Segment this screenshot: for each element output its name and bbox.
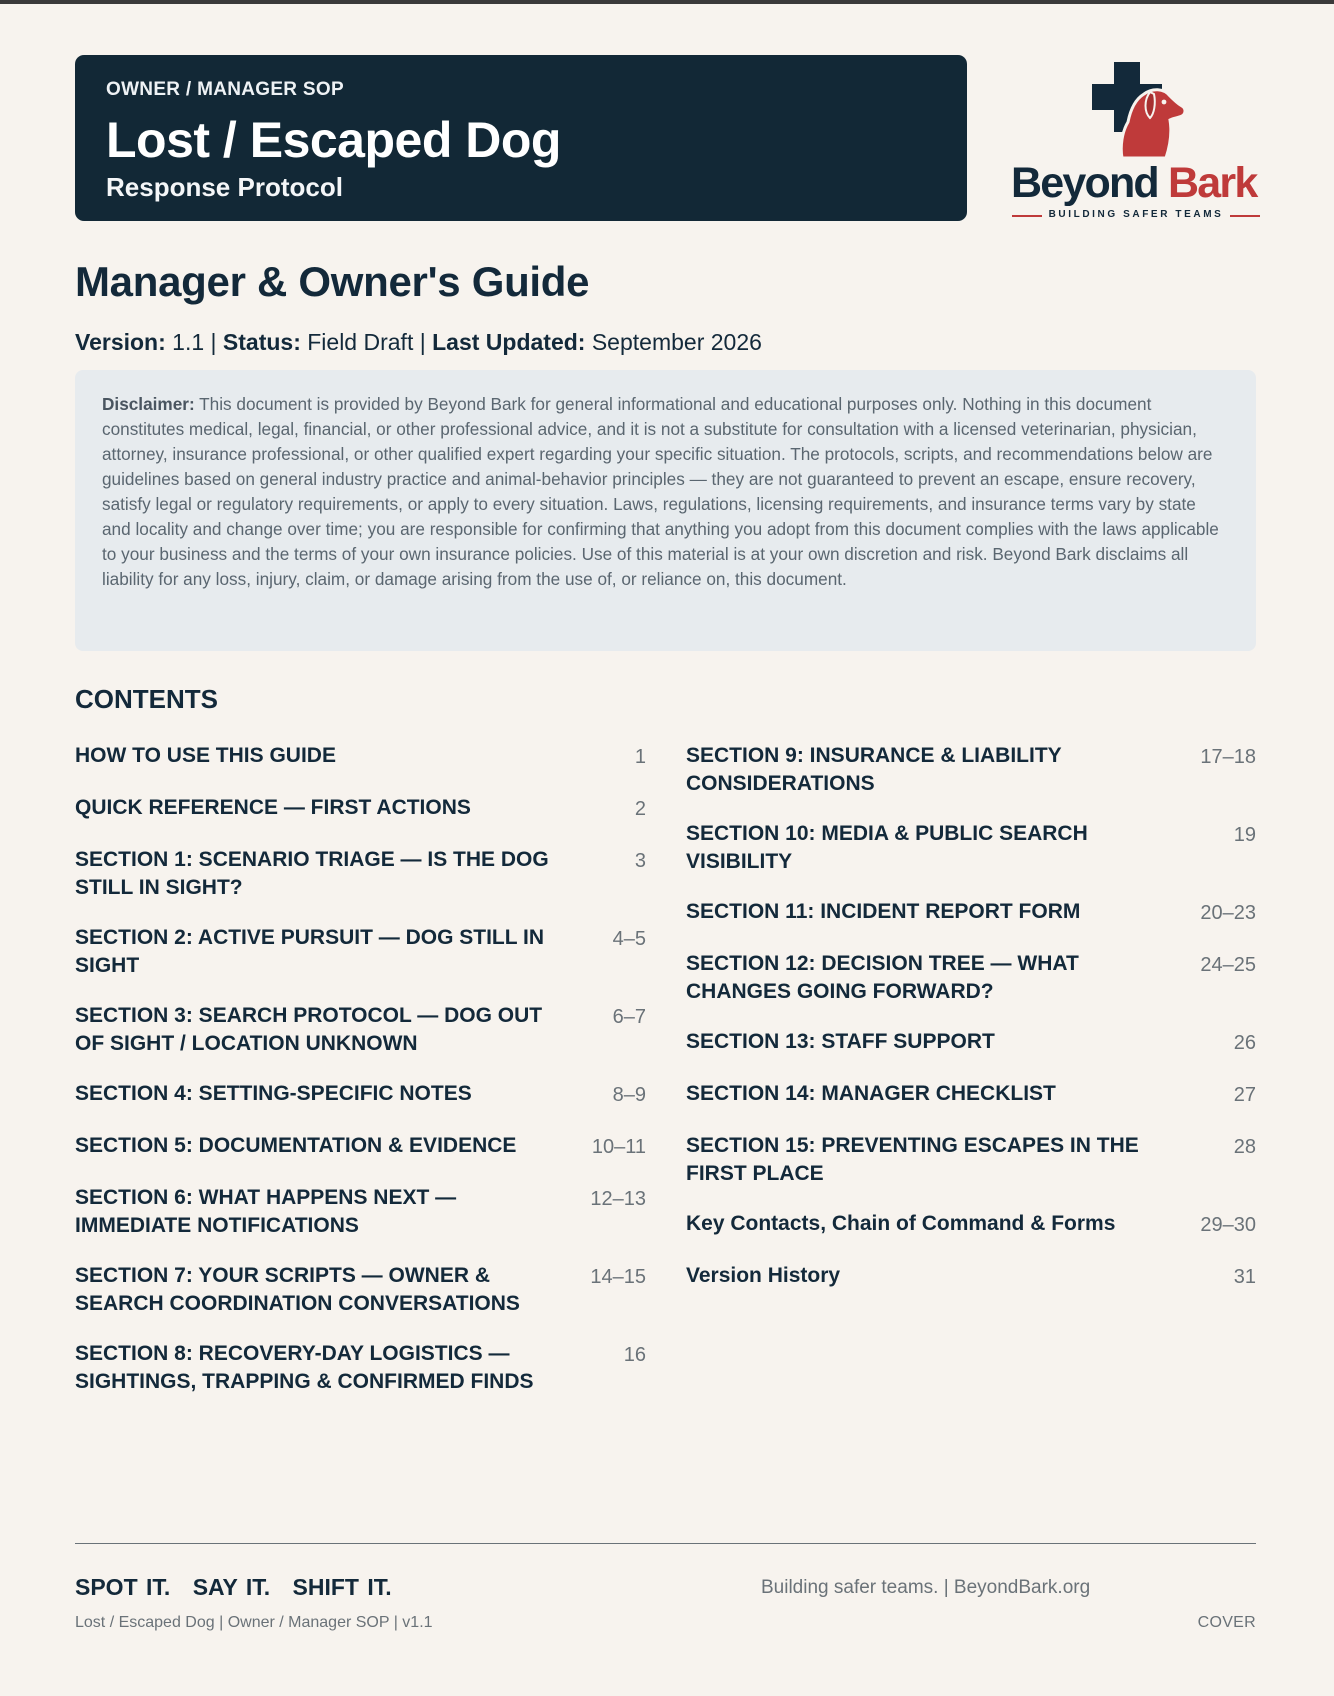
document-title: Lost / Escaped Dog xyxy=(106,112,561,168)
toc-entry-page: 3 xyxy=(634,850,646,872)
toc-entry[interactable] xyxy=(686,1210,1256,1240)
toc-entry-page: 4–5 xyxy=(612,928,646,950)
toc-left-column xyxy=(75,742,646,1418)
toc-entry-page: 26 xyxy=(1233,1032,1256,1054)
toc-entry-page: 28 xyxy=(1233,1136,1256,1158)
toc-entry-page: 1 xyxy=(634,746,646,768)
toc-entry-title: HOW TO USE THIS GUIDE xyxy=(75,744,336,767)
document-subtitle: Response Protocol xyxy=(106,172,343,202)
toc-entry-title: SECTION 15: PREVENTING ESCAPES IN THE FIRST PLACE xyxy=(686,1134,1139,1185)
toc-entry-page: 17–18 xyxy=(1200,746,1256,768)
toc-entry[interactable] xyxy=(75,794,646,824)
meta-separator: | xyxy=(419,329,426,355)
contents-heading: CONTENTS xyxy=(75,684,218,714)
toc-entry[interactable] xyxy=(686,950,1256,1006)
toc-entry-page: 31 xyxy=(1233,1266,1256,1288)
toc-entry[interactable] xyxy=(75,924,646,980)
logo-wordmark xyxy=(1011,159,1257,207)
guide-title: Manager & Owner's Guide xyxy=(75,258,590,305)
toc-entry-page: 12–13 xyxy=(590,1188,646,1210)
toc-entry-title: SECTION 10: MEDIA & PUBLIC SEARCH VISIBILITY xyxy=(686,822,1088,873)
beyond-bark-logo xyxy=(1008,62,1258,222)
version-meta-line xyxy=(75,329,762,356)
toc-entry-title: Version History xyxy=(686,1264,841,1287)
status-value: Field Draft xyxy=(307,329,414,355)
toc-entry[interactable] xyxy=(75,742,646,772)
toc-entry-title: SECTION 6: WHAT HAPPENS NEXT — IMMEDIATE NOTIFICATIONS xyxy=(75,1186,457,1237)
logo-tagline: BUILDING SAFER TEAMS xyxy=(1048,209,1224,220)
toc-entry-page: 10–11 xyxy=(591,1136,646,1158)
status-label: Status: xyxy=(222,329,301,355)
version-label: Version: xyxy=(75,329,166,355)
toc-entry[interactable] xyxy=(75,1184,646,1240)
toc-entry[interactable] xyxy=(686,820,1256,876)
footer-page-label: COVER xyxy=(1197,1614,1256,1631)
toc-entry-title: SECTION 7: YOUR SCRIPTS — OWNER & SEARCH COORDINATION CONVERSATIONS xyxy=(75,1264,520,1315)
banner-eyebrow: OWNER / MANAGER SOP xyxy=(106,79,344,100)
disclaimer-box xyxy=(75,370,1256,651)
logo-tagline-row xyxy=(1012,209,1260,223)
toc-entry-title: SECTION 9: INSURANCE & LIABILITY CONSIDERATIONS xyxy=(686,744,1062,795)
logo-word-beyond: Beyond xyxy=(1011,159,1158,207)
version-value: 1.1 xyxy=(172,329,205,355)
toc-entry-title: SECTION 4: SETTING-SPECIFIC NOTES xyxy=(75,1082,472,1105)
toc-entry-page: 29–30 xyxy=(1200,1214,1256,1236)
toc-entry-page: 20–23 xyxy=(1200,902,1256,924)
slogan-say: SAY IT. xyxy=(192,1574,271,1600)
last-updated-label: Last Updated: xyxy=(432,329,586,355)
toc-entry-title: SECTION 3: SEARCH PROTOCOL — DOG OUT OF SIGHT / LOCATION UNKNOWN xyxy=(75,1004,543,1055)
toc-entry[interactable] xyxy=(75,1262,646,1318)
footer-slogan xyxy=(75,1574,406,1601)
toc-right-column xyxy=(686,742,1256,1314)
footer-rule xyxy=(75,1543,1256,1544)
disclaimer-label: Disclaimer: xyxy=(102,394,195,414)
toc-entry-page: 27 xyxy=(1233,1084,1256,1106)
toc-entry[interactable] xyxy=(686,1080,1256,1110)
footer-doc-id: Lost / Escaped Dog | Owner / Manager SOP | v1.1 xyxy=(75,1614,433,1631)
disclaimer-text: This document is provided by Beyond Bark for general informational and educational purposes only. Nothing in this document constitutes medical, legal, financial, or other professional advice, and it is not a substitute for consultation with a licensed veterinarian, physician, attorney, insurance professional, or other qualified expert regarding your specific situation. The protocols, scripts, and recommendations below are guidelines based on general industry practice and animal-behavior principles — they are not guaranteed to prevent an escape, ensure recovery, satisfy legal or regulatory requirements, or apply to every situation. Laws, regulations, licensing requirements, and insurance terms vary by state and locality and change over time; you are responsible for confirming that anything you adopt from this document complies with the laws applicable to your business and the terms of your own insurance policies. Use of this material is at your own discretion and risk. Beyond Bark disclaims all liability for any loss, injury, claim, or damage arising from the use of, or reliance on, this document. xyxy=(102,394,1219,589)
medical-cross-dog-head-icon xyxy=(1078,62,1188,158)
toc-entry-title: SECTION 14: MANAGER CHECKLIST xyxy=(686,1082,1056,1105)
toc-entry-title: Key Contacts, Chain of Command & Forms xyxy=(686,1212,1116,1235)
toc-entry[interactable] xyxy=(75,846,646,902)
toc-entry[interactable] xyxy=(686,1132,1256,1188)
toc-entry[interactable] xyxy=(686,1028,1256,1058)
last-updated-value: September 2026 xyxy=(591,329,762,355)
toc-entry-page: 14–15 xyxy=(590,1266,646,1288)
toc-entry-page: 24–25 xyxy=(1200,954,1256,976)
toc-entry[interactable] xyxy=(75,1340,646,1396)
top-rule xyxy=(0,0,1334,4)
toc-entry[interactable] xyxy=(75,1132,646,1162)
slogan-shift: SHIFT IT. xyxy=(292,1574,392,1600)
toc-entry-title: QUICK REFERENCE — FIRST ACTIONS xyxy=(75,796,471,819)
toc-entry[interactable] xyxy=(686,898,1256,928)
toc-entry-page: 19 xyxy=(1233,824,1256,846)
toc-entry[interactable] xyxy=(686,1262,1256,1292)
tagline-rule-right xyxy=(1230,215,1260,217)
toc-entry-title: SECTION 11: INCIDENT REPORT FORM xyxy=(686,900,1081,923)
toc-entry-title: SECTION 12: DECISION TREE — WHAT CHANGES GOING FORWARD? xyxy=(686,952,1079,1003)
toc-entry-title: SECTION 2: ACTIVE PURSUIT — DOG STILL IN SIGHT xyxy=(75,926,545,977)
toc-entry[interactable] xyxy=(75,1002,646,1058)
toc-entry-title: SECTION 8: RECOVERY-DAY LOGISTICS — SIGHTINGS, TRAPPING & CONFIRMED FINDS xyxy=(75,1342,534,1393)
toc-entry-page: 2 xyxy=(634,798,646,820)
meta-separator: | xyxy=(210,329,217,355)
title-banner xyxy=(75,55,967,221)
toc-entry[interactable] xyxy=(75,1080,646,1110)
logo-word-bark: Bark xyxy=(1168,159,1257,207)
slogan-spot: SPOT IT. xyxy=(75,1574,171,1600)
toc-entry-title: SECTION 5: DOCUMENTATION & EVIDENCE xyxy=(75,1134,517,1157)
toc-entry[interactable] xyxy=(686,742,1256,798)
toc-entry-title: SECTION 1: SCENARIO TRIAGE — IS THE DOG STILL IN SIGHT? xyxy=(75,848,549,899)
tagline-rule-left xyxy=(1012,215,1042,217)
toc-entry-page: 8–9 xyxy=(612,1084,646,1106)
toc-entry-page: 16 xyxy=(623,1344,646,1366)
toc-entry-page: 6–7 xyxy=(612,1006,646,1028)
toc-entry-title: SECTION 13: STAFF SUPPORT xyxy=(686,1030,995,1053)
footer-site: Building safer teams. | BeyondBark.org xyxy=(761,1577,1091,1598)
